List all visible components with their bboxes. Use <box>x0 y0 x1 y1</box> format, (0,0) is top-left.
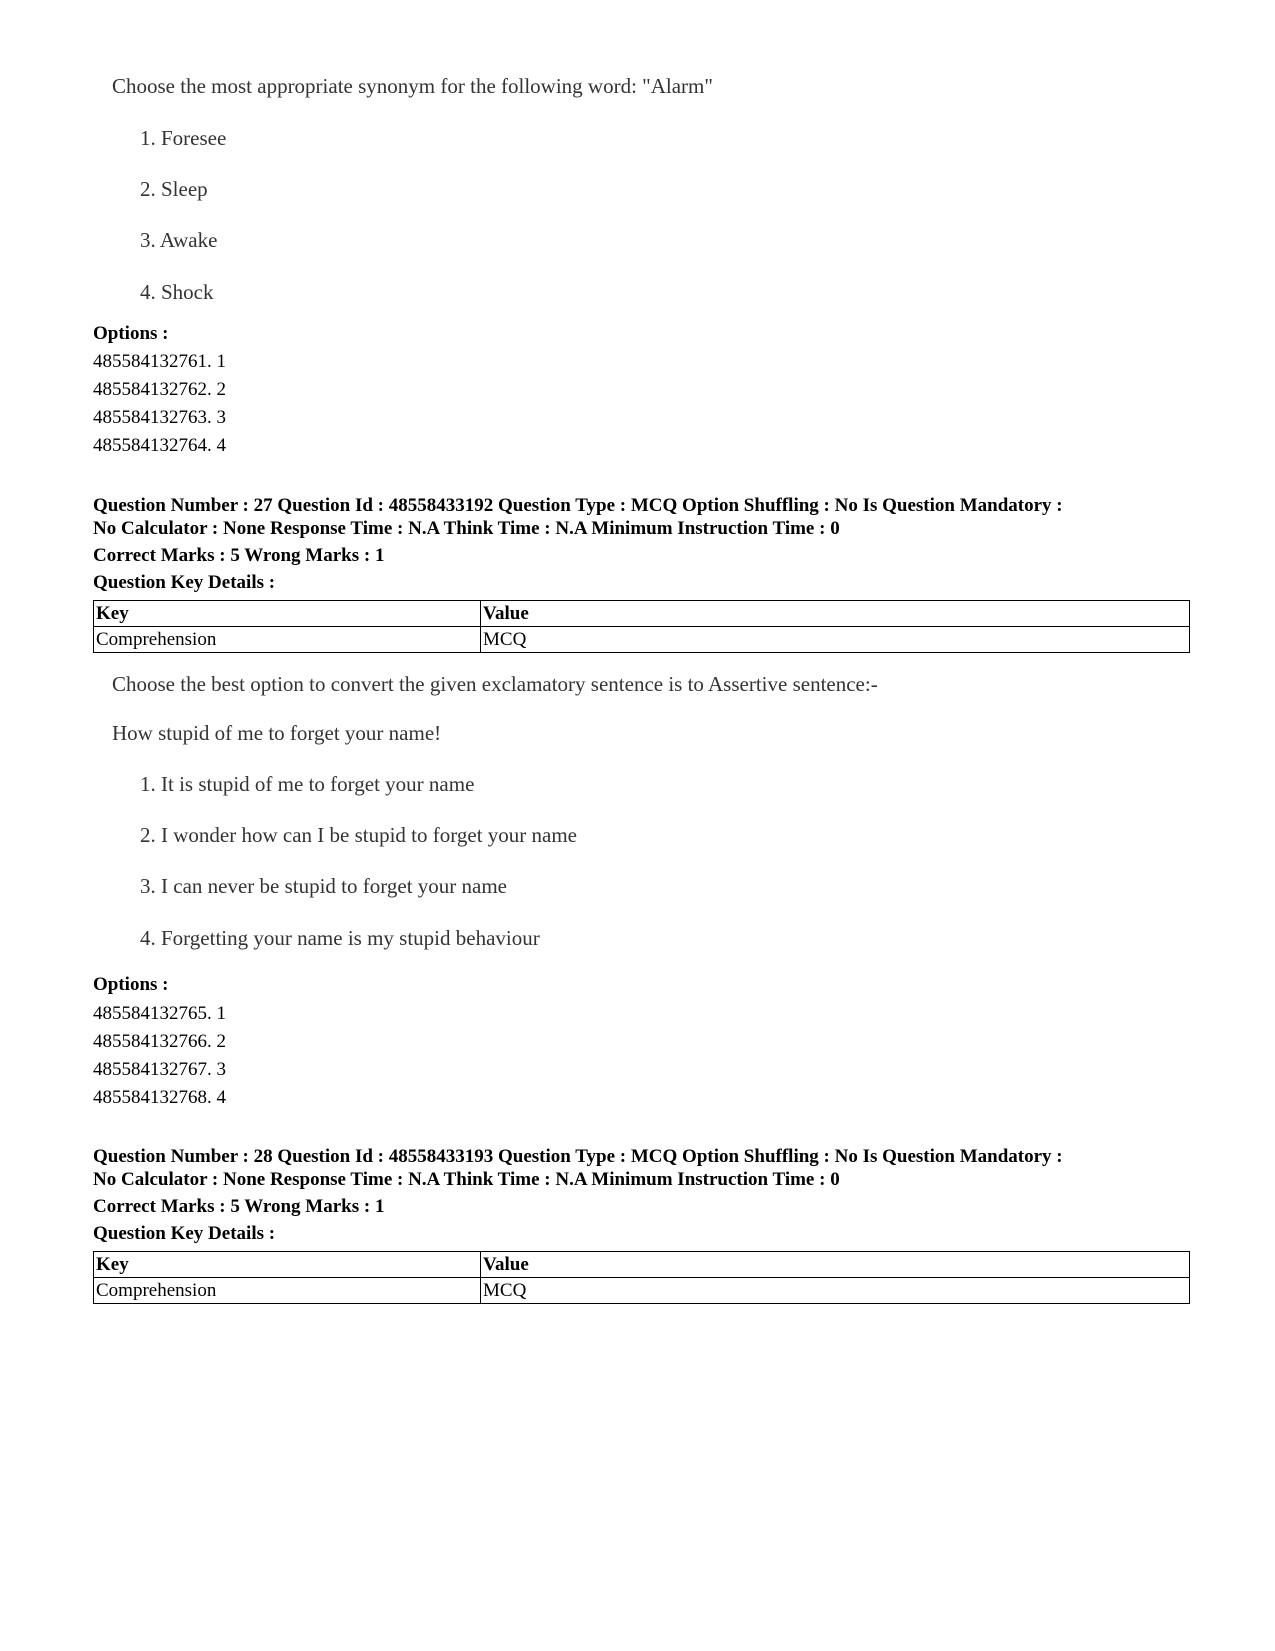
table-header-key: Key <box>94 601 481 627</box>
table-cell-value: MCQ <box>481 1278 1190 1304</box>
marks-line: Correct Marks : 5 Wrong Marks : 1 <box>93 1196 385 1217</box>
choice-item: 4. Shock <box>140 280 214 304</box>
question-meta-line: Question Number : 27 Question Id : 48558433192 Question Type : MCQ Option Shuffling : No Is Question Mandatory : <box>93 495 1063 516</box>
options-label: Options : <box>93 323 169 344</box>
question-meta <box>93 1145 1063 1191</box>
choice-item: 2. I wonder how can I be stupid to forget your name <box>140 823 578 847</box>
table-header-key: Key <box>94 1252 481 1278</box>
table-header-value: Value <box>481 1252 1190 1278</box>
table-cell-key: Comprehension <box>94 1278 481 1304</box>
choice-item: 1. Foresee <box>140 126 227 150</box>
option-id: 485584132766. 2 <box>93 1031 226 1052</box>
choice-item: 1. It is stupid of me to forget your name <box>140 772 475 796</box>
table-row <box>94 1278 1190 1304</box>
question-text: Choose the best option to convert the given exclamatory sentence is to Assertive sentence:- <box>112 672 878 696</box>
key-details-label: Question Key Details : <box>93 572 276 593</box>
table-row <box>94 627 1190 653</box>
table-header-row <box>94 1252 1190 1278</box>
choice-item: 3. Awake <box>140 228 218 252</box>
choice-item: 3. I can never be stupid to forget your name <box>140 874 507 898</box>
option-id: 485584132764. 4 <box>93 435 226 456</box>
key-details-label: Question Key Details : <box>93 1223 276 1244</box>
key-details-table <box>93 600 1190 653</box>
question-sentence: How stupid of me to forget your name! <box>112 721 442 745</box>
choice-item: 2. Sleep <box>140 177 208 201</box>
option-id: 485584132762. 2 <box>93 379 226 400</box>
option-id: 485584132767. 3 <box>93 1059 226 1080</box>
table-header-row <box>94 601 1190 627</box>
question-meta-line: No Calculator : None Response Time : N.A Think Time : N.A Minimum Instruction Time : 0 <box>93 1169 840 1190</box>
marks-line: Correct Marks : 5 Wrong Marks : 1 <box>93 545 385 566</box>
key-details-table <box>93 1251 1190 1304</box>
question-meta-line: No Calculator : None Response Time : N.A Think Time : N.A Minimum Instruction Time : 0 <box>93 518 840 539</box>
option-id: 485584132763. 3 <box>93 407 226 428</box>
choice-item: 4. Forgetting your name is my stupid behaviour <box>140 926 540 950</box>
options-list <box>93 348 226 460</box>
option-id: 485584132768. 4 <box>93 1087 226 1108</box>
options-label: Options : <box>93 974 169 995</box>
question-meta-line: Question Number : 28 Question Id : 48558433193 Question Type : MCQ Option Shuffling : No Is Question Mandatory : <box>93 1146 1063 1167</box>
table-header-value: Value <box>481 601 1190 627</box>
table-cell-key: Comprehension <box>94 627 481 653</box>
question-text: Choose the most appropriate synonym for the following word: "Alarm" <box>112 74 713 98</box>
option-id: 485584132761. 1 <box>93 351 226 372</box>
options-list <box>93 1000 226 1112</box>
table-cell-value: MCQ <box>481 627 1190 653</box>
question-meta <box>93 494 1063 540</box>
option-id: 485584132765. 1 <box>93 1003 226 1024</box>
